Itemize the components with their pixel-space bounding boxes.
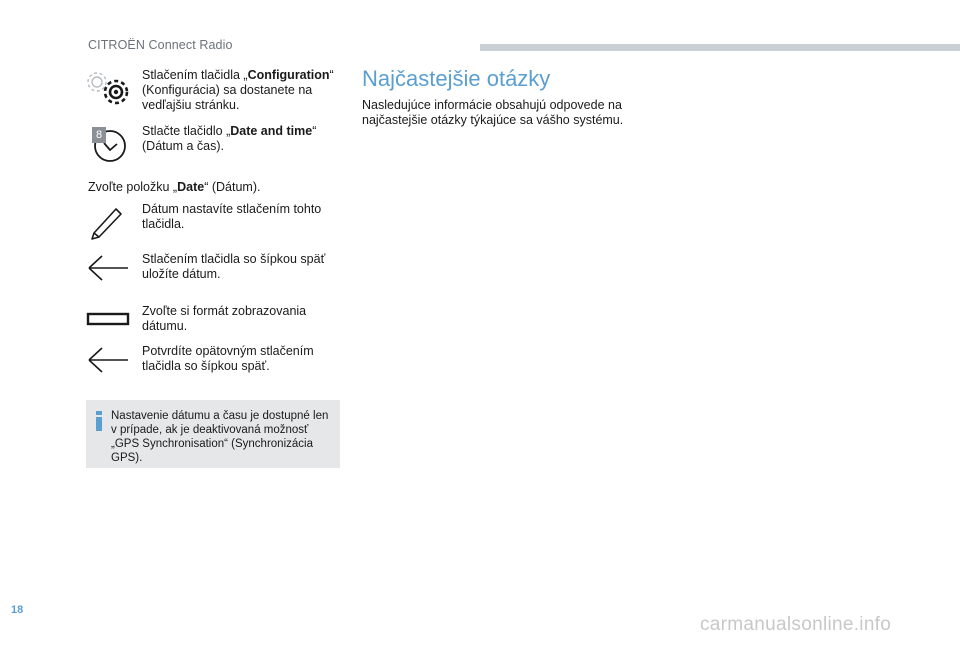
- watermark: carmanualsonline.info: [700, 614, 892, 635]
- info-note-text: Nastavenie dátumu a času je dostupné len v prípade, ak je deaktivovaná možnosť „GPS Synchronisation“ (Synchronizácia GPS).: [111, 410, 329, 464]
- substep-date-format-text: Zvoľte si formát zobrazovania dátumu.: [142, 304, 307, 333]
- step-configuration-text: Stlačením tlačidla „Configuration“ (Konfigurácia) sa dostanete na vedľajšiu stránku.: [142, 68, 334, 112]
- info-note: [86, 400, 340, 468]
- clock-badge-number: 8: [95, 129, 103, 141]
- substep-confirm: [84, 344, 344, 384]
- substep-confirm-text: Potvrdíte opätovným stlačením tlačidla so šípkou späť.: [142, 344, 314, 373]
- back-arrow-icon: [84, 344, 140, 400]
- back-arrow-icon: [84, 252, 140, 308]
- select-date-line: Zvoľte položku „Date“ (Dátum).: [88, 180, 261, 194]
- header-bar: [480, 44, 960, 51]
- info-icon: [94, 411, 104, 431]
- faq-heading: Najčastejšie otázky: [362, 66, 551, 91]
- substep-save-date: [84, 252, 344, 292]
- substep-edit-date: [84, 202, 344, 242]
- header-title: CITROËN Connect Radio: [88, 38, 233, 52]
- step-date-and-time: [84, 122, 344, 168]
- clock-icon: [84, 122, 140, 178]
- substep-save-date-text: Stlačením tlačidla so šípkou späť uložíte dátum.: [142, 252, 326, 281]
- faq-intro: Nasledujúce informácie obsahujú odpovede na najčastejšie otázky týkajúce sa vášho systému.: [362, 98, 624, 127]
- step-date-and-time-text: Stlačte tlačidlo „Date and time“ (Dátum a čas).: [142, 124, 317, 153]
- gear-settings-icon: [84, 68, 140, 124]
- step-configuration: [84, 68, 344, 118]
- pencil-icon: [84, 202, 140, 258]
- substep-date-format: [84, 304, 344, 340]
- substep-edit-date-text: Dátum nastavíte stlačením tohto tlačidla.: [142, 202, 322, 231]
- page-number: 18: [11, 604, 24, 616]
